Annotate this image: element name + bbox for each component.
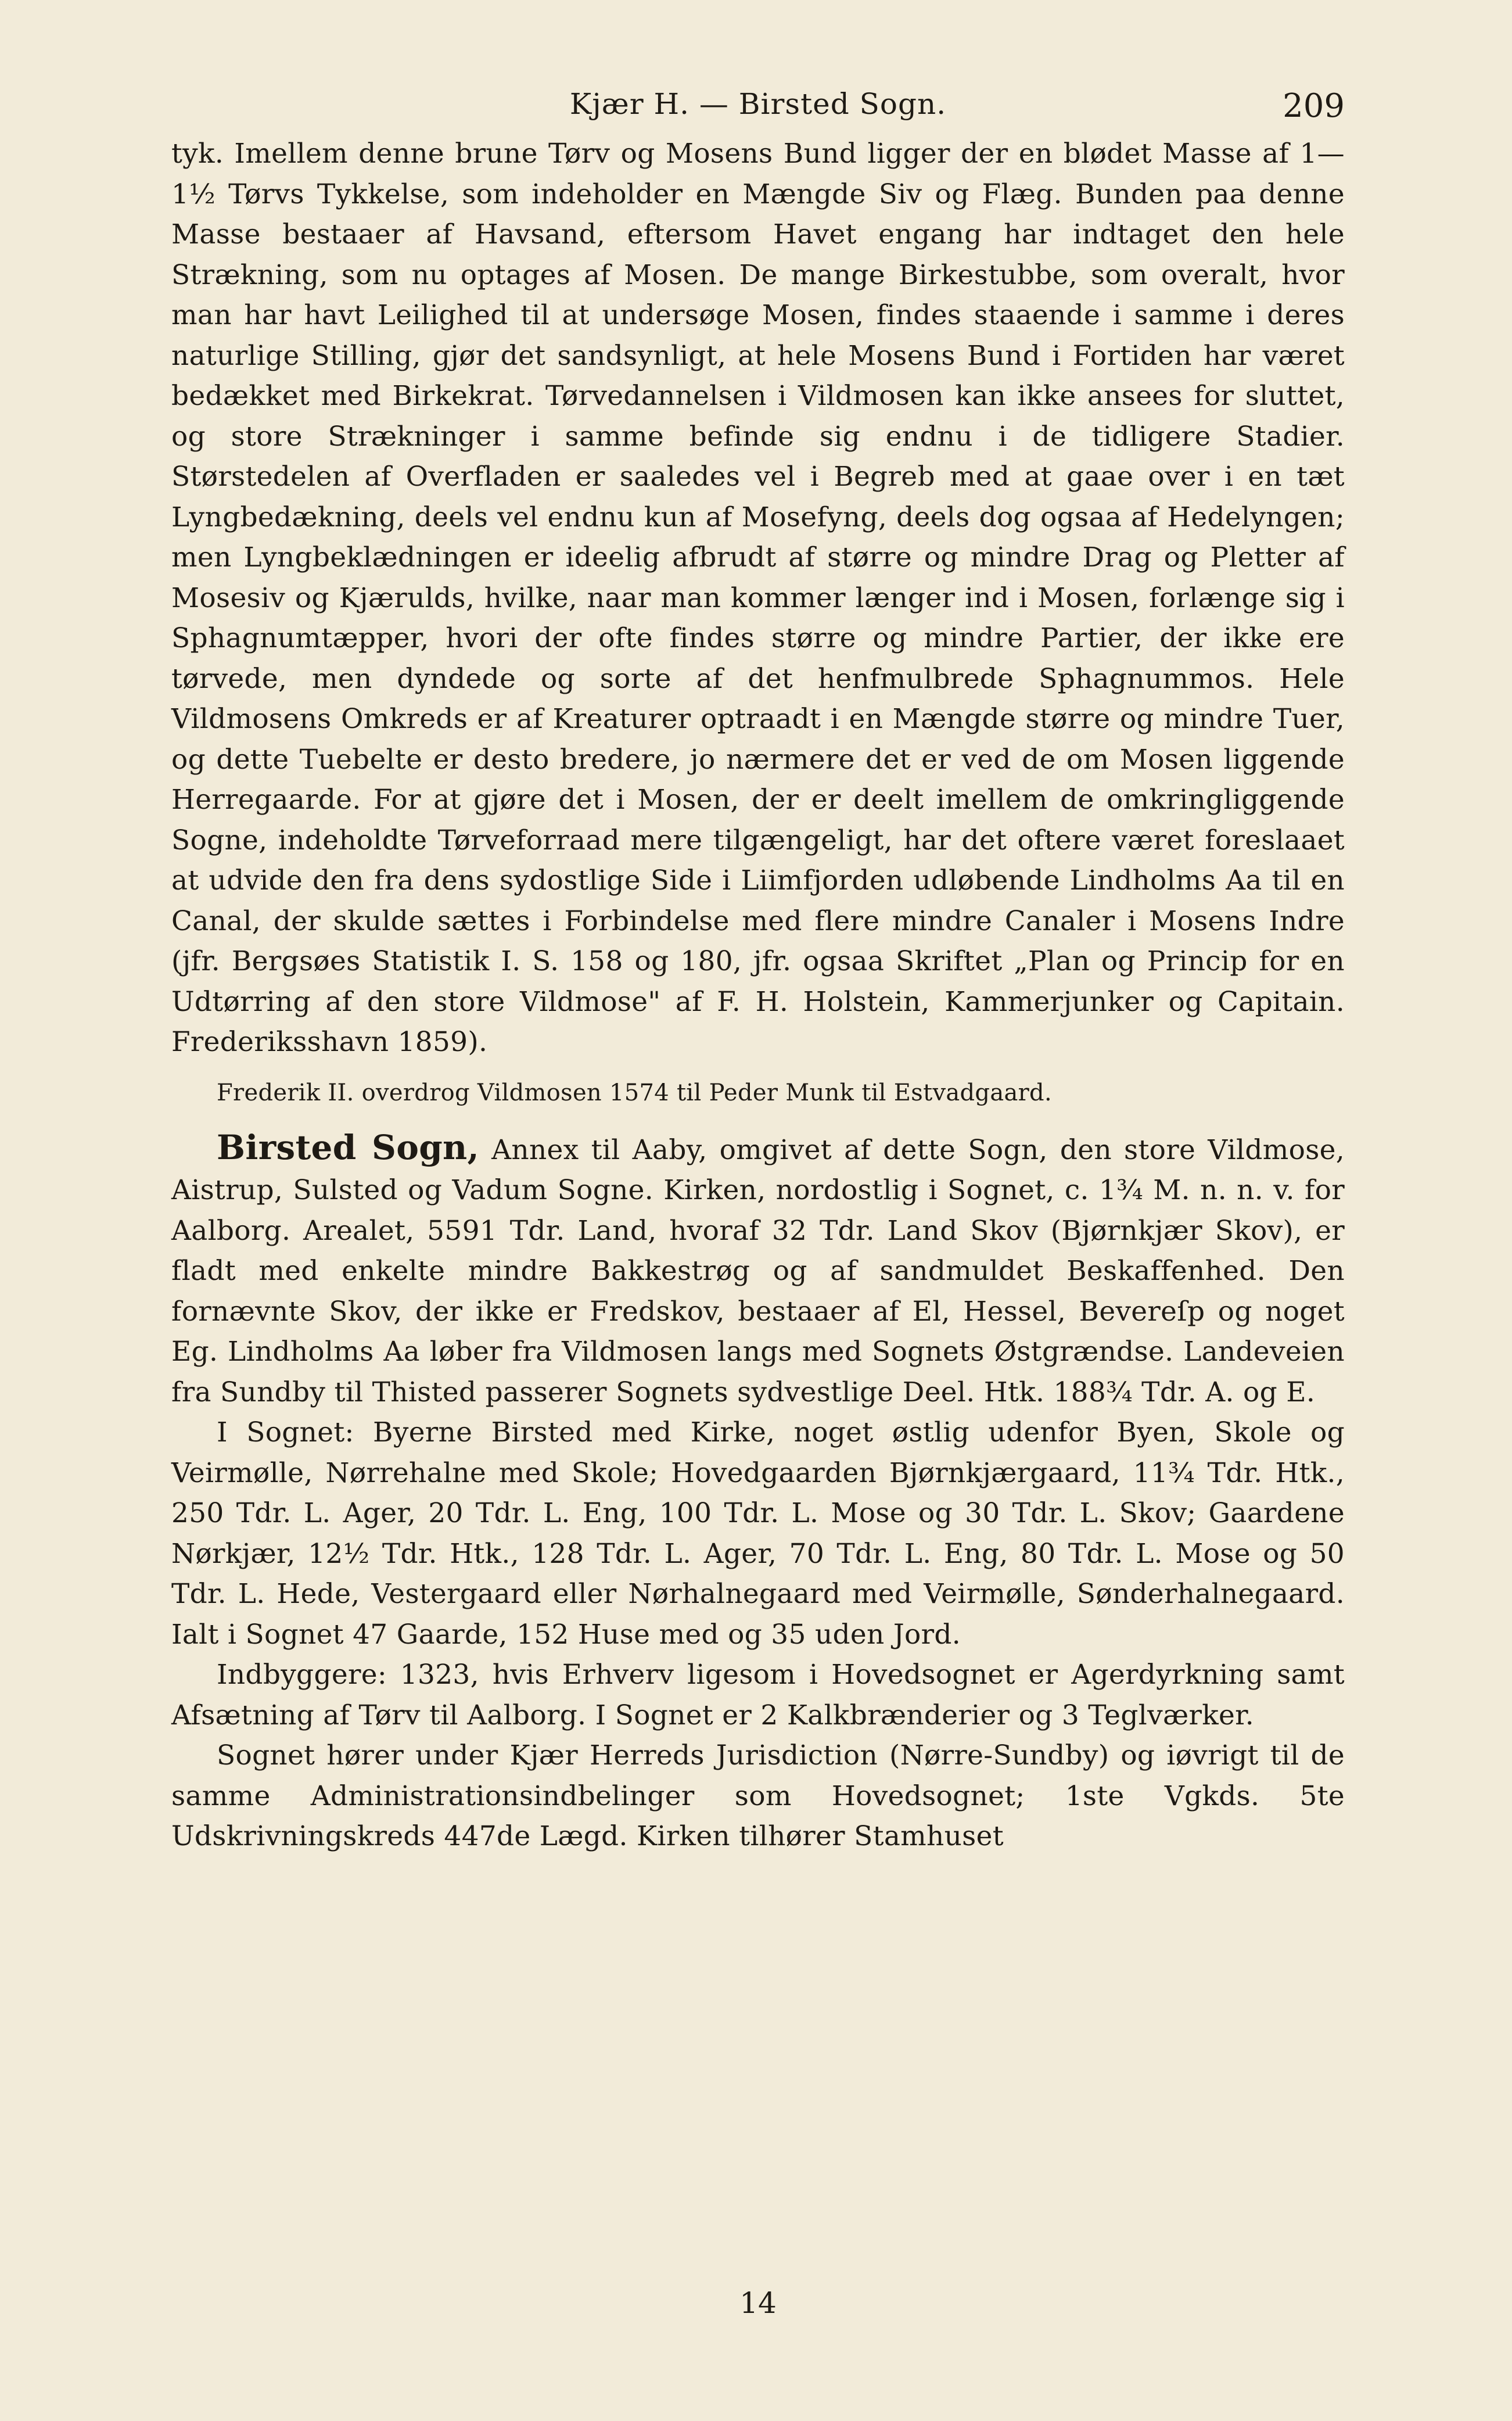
page: [171, 81, 1345, 2347]
footnote-note: Frederik II. overdrog Vildmosen 1574 til Peder Munk til Estvadgaard.: [217, 1079, 1052, 1106]
body-text: [171, 134, 1345, 1857]
entry-birsted: [171, 1128, 1345, 1413]
paragraph-mose-description: tyk. Imellem denne brune Tørv og Mosens Bund ligger der en blødet Masse af 1—1½ Tørvs Tykkelse, som indeholder en Mængde Siv og Flæg. Bunden paa denne Masse bestaaer af Havsand, eftersom Havet engang har indtaget den hele Strækning, som nu optages af Mosen. De mange Birkestubbe, som overalt, hvor man har havt Leilighed til at undersøge Mosen, findes staaende i samme i deres naturlige Stilling, gjør det sandsynligt, at hele Mosens Bund i Fortiden har været bedækket med Birkekrat. Tørvedannelsen i Vildmosen kan ikke ansees for sluttet, og store Strækninger i samme befinde sig endnu i de tidligere Stadier. Størstedelen af Overfladen er saaledes vel i Begreb med at gaae over i en tæt Lyngbedækning, deels vel endnu kun af Mosefyng, deels dog ogsaa af Hedelyngen; men Lyngbeklædningen er ideelig afbrudt af større og mindre Drag og Pletter af Mosesiv og Kjærulds, hvilke, naar man kommer længer ind i Mosen, forlænge sig i Sphagnumtæpper, hvori der ofte findes større og mindre Partier, der ikke ere tørvede, men dyndede og sorte af det henfmulbrede Sphagnummos. Hele Vildmosens Omkreds er af Kreaturer optraadt i en Mængde større og mindre Tuer, og dette Tuebelte er desto bredere, jo nærmere det er ved de om Mosen liggende Herregaarde. For at gjøre det i Mosen, der er deelt imellem de omkringliggende Sogne, indeholdte Tørveforraad mere tilgængeligt, har det oftere været foreslaaet at udvide den fra dens sydostlige Side i Liimfjorden udløbende Lindholms Aa til en Canal, der skulde sættes i Forbindelse med flere mindre Canaler i Mosens Indre (jfr. Bergsøes Statistik I. S. 158 og 180, jfr. ogsaa Skriftet „Plan og Princip for en Udtørring af den store Vildmose" af F. H. Holstein, Kammerjunker og Capitain. Frederiksshavn 1859).: [171, 138, 1345, 1058]
paragraph-indbyggere: Indbyggere: 1323, hvis Erhverv ligesom i Hovedsognet er Agerdyrkning samt Afsætning af Tørv til Aalborg. I Sognet er 2 Kalkbrænderier og 3 Teglværker.: [171, 1659, 1345, 1731]
entry-heading: Birsted Sogn,: [217, 1127, 480, 1167]
signature-mark: 14: [739, 2286, 777, 2320]
paragraph-jurisdiction: Sognet hører under Kjær Herreds Jurisdiction (Nørre-Sundby) og iøvrigt til de samme Administrationsindbelinger som Hovedsognet; 1ste Vgkds. 5te Udskrivningskreds 447de Lægd. Kirken tilhører Stamhuset: [171, 1739, 1345, 1852]
paragraph-i-sognet: I Sognet: Byerne Birsted med Kirke, noget østlig udenfor Byen, Skole og Veirmølle, Nørrehalne med Skole; Hovedgaarden Bjørnkjærgaard, 11¾ Tdr. Htk., 250 Tdr. L. Ager, 20 Tdr. L. Eng, 100 Tdr. L. Mose og 30 Tdr. L. Skov; Gaardene Nørkjær, 12½ Tdr. Htk., 128 Tdr. L. Ager, 70 Tdr. L. Eng, 80 Tdr. L. Mose og 50 Tdr. L. Hede, Vestergaard eller Nørhalnegaard med Veirmølle, Sønderhalnegaard. Ialt i Sognet 47 Gaarde, 152 Huse med og 35 uden Jord.: [171, 1416, 1345, 1651]
page-number: 209: [1283, 87, 1345, 125]
running-head: [171, 81, 1345, 134]
entry-text: Annex til Aaby, omgivet af dette Sogn, den store Vildmose, Aistrup, Sulsted og Vadum Sogne. Kirken, nordostlig i Sognet, c. 1¾ M. n. n. v. for Aalborg. Arealet, 5591 Tdr. Land, hvoraf 32 Tdr. Land Skov (Bjørnkjær Skov), er fladt med enkelte mindre Bakkestrøg og af sandmuldet Beskaffenhed. Den fornævnte Skov, der ikke er Fredskov, bestaaer af El, Hessel, Bevereſp og noget Eg. Lindholms Aa løber fra Vildmosen langs med Sognets Østgrændse. Landeveien fra Sundby til Thisted passerer Sognets sydvestlige Deel. Htk. 188¾ Tdr. A. og E.: [171, 1134, 1345, 1408]
running-head-title: Kjær H. — Birsted Sogn.: [569, 87, 947, 121]
